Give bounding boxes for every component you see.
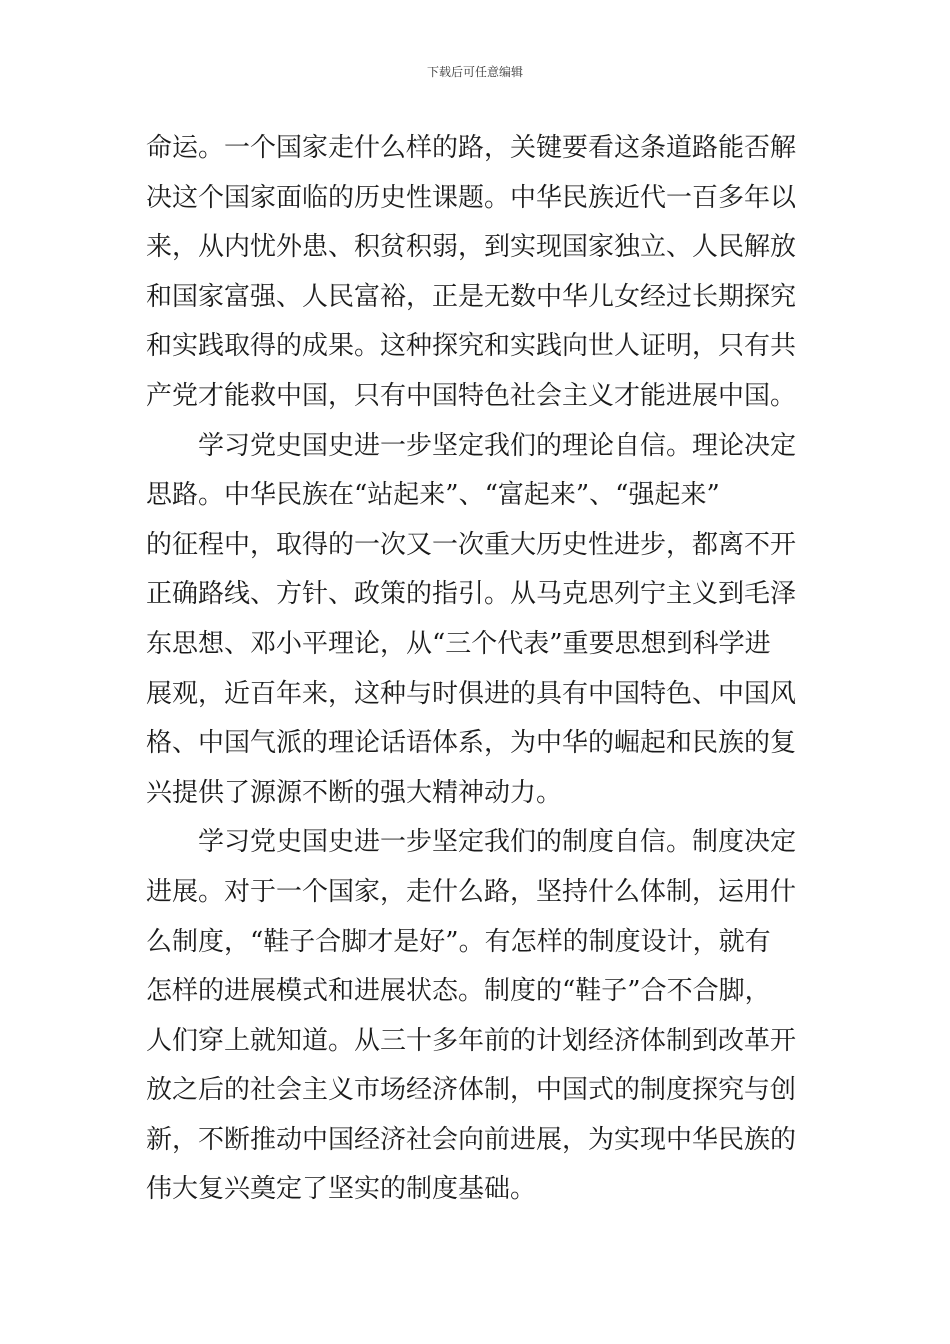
text-line: 伟大复兴奠定了坚实的制度基础。 bbox=[146, 1174, 537, 1205]
text-line: 学习党史国史进一步坚定我们的理论自信。理论决定 bbox=[198, 430, 797, 461]
text-line: 和国家富强、人民富裕，正是无数中华儿女经过长期探究 bbox=[146, 281, 797, 312]
text-line: 决这个国家面临的历史性课题。中华民族近代一百多年以 bbox=[146, 182, 797, 213]
text-line: 学习党史国史进一步坚定我们的制度自信。制度决定 bbox=[198, 827, 797, 858]
text-line: 放之后的社会主义市场经济体制，中国式的制度探究与创 bbox=[146, 1075, 797, 1106]
text-line: 进展。对于一个国家，走什么路，坚持什么体制，运用什 bbox=[146, 876, 797, 907]
text-line: 格、中国气派的理论话语体系，为中华的崛起和民族的复 bbox=[146, 728, 797, 759]
text-line: 展观，近百年来，这种与时俱进的具有中国特色、中国风 bbox=[146, 678, 797, 709]
paragraph bbox=[146, 818, 810, 1215]
text-line: 和实践取得的成果。这种探究和实践向世人证明，只有共 bbox=[146, 331, 797, 362]
text-line: 产党才能救中国，只有中国特色社会主义才能进展中国。 bbox=[146, 380, 797, 411]
text-line: 的征程中，取得的一次又一次重大历史性进步，都离不开 bbox=[146, 529, 797, 560]
text-line: 新，不断推动中国经济社会向前进展，为实现中华民族的 bbox=[146, 1124, 797, 1155]
text-line: 来，从内忧外患、积贫积弱，到实现国家独立、人民解放 bbox=[146, 232, 797, 263]
page-header: 下载后可任意编辑 bbox=[426, 65, 523, 79]
text-line: 东思想、邓小平理论，从“三个代表”重要思想到科学进 bbox=[146, 628, 771, 659]
text-line: 思路。中华民族在“站起来”、“富起来”、“强起来” bbox=[146, 480, 720, 511]
document-body bbox=[146, 124, 810, 1215]
paragraph bbox=[146, 422, 810, 819]
text-line: 人们穿上就知道。从三十多年前的计划经济体制到改革开 bbox=[146, 1025, 797, 1056]
text-line: 命运。一个国家走什么样的路，关键要看这条道路能否解 bbox=[146, 133, 797, 163]
text-line: 怎样的进展模式和进展状态。制度的“鞋子”合不合脚， bbox=[146, 976, 771, 1007]
text-line: 兴提供了源源不断的强大精神动力。 bbox=[146, 777, 563, 808]
paragraph bbox=[146, 124, 810, 422]
text-line: 正确路线、方针、政策的指引。从马克思列宁主义到毛泽 bbox=[146, 579, 797, 610]
text-line: 么制度，“鞋子合脚才是好”。有怎样的制度设计，就有 bbox=[146, 926, 771, 957]
